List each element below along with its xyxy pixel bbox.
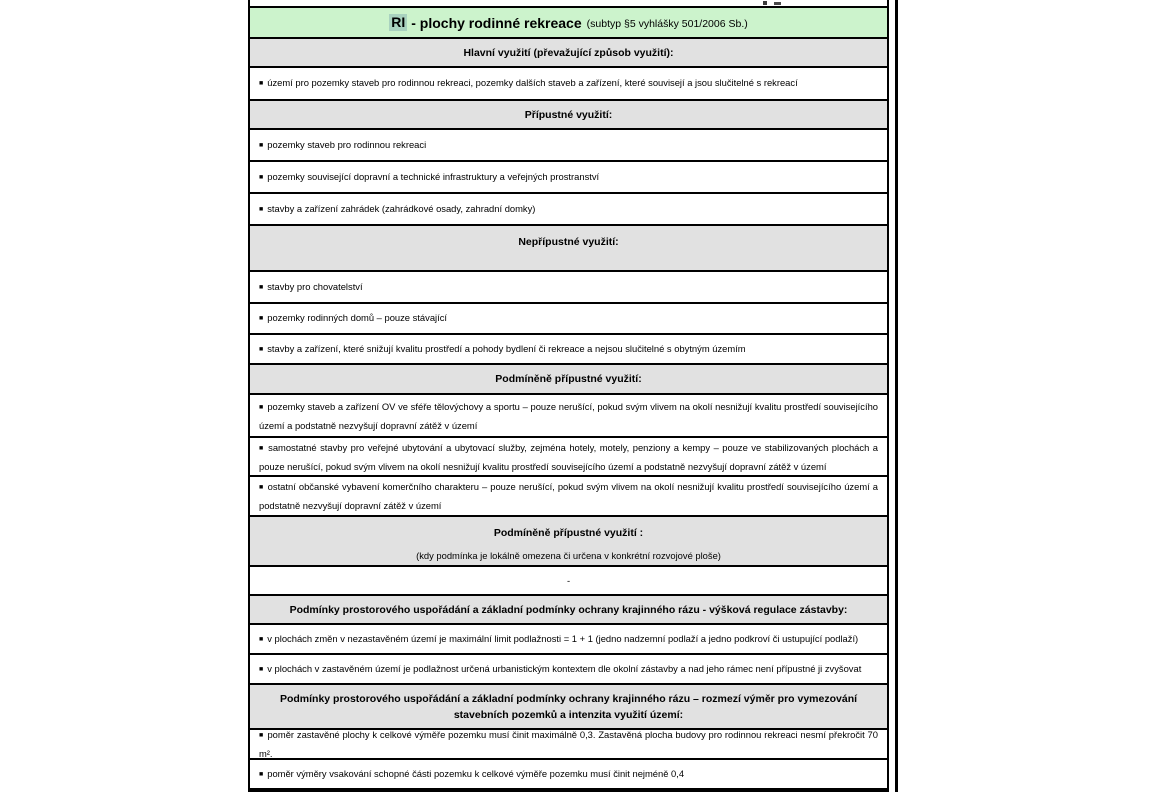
- bullet-item-text: ■ poměr zastavěné plochy k celkové výměře pozemku musí činit maximálně 0,3. Zastavěná plocha budovy pro rodinnou rekreaci nesmí překročit 70 m².: [259, 729, 878, 758]
- bullet-item-text: ■ pozemky související dopravní a technické infrastruktury a veřejných prostranství: [259, 170, 600, 182]
- bullet-square-icon: ■: [259, 770, 264, 778]
- bullet-item-text: ■ pozemky staveb a zařízení OV ve sféře tělovýchovy a sportu – pouze nerušící, pokud svým vlivem na okolí nesnižují kvalitu prostředí souvisejícího území a podstatně nezvyšují dopravní zátěž v území: [259, 400, 878, 431]
- bullet-square-icon: ■: [259, 345, 264, 353]
- bullet-square-icon: ■: [259, 403, 264, 411]
- bullet-square-icon: ■: [259, 444, 265, 452]
- section-header-text: Hlavní využití (převažující způsob využití):: [463, 46, 674, 59]
- bullet-item-row: [250, 333, 887, 363]
- value-text: -: [566, 575, 571, 586]
- bullet-item-row: [250, 623, 887, 653]
- section-header-text: Nepřípustné využití:: [518, 236, 619, 248]
- bullet-item-text: ■ stavby a zařízení, které snižují kvalitu prostředí a pohody bydlení či rekreace a nejsou slučitelné s obytným územím: [259, 342, 746, 354]
- bullet-item-row: [250, 160, 887, 192]
- section-header-text: Podmíněně přípustné využití :: [493, 527, 644, 539]
- section-header-subtext: (kdy podmínka je lokálně omezena či určena v konkrétní rozvojové ploše): [416, 550, 721, 561]
- rules-rows: [250, 37, 887, 788]
- bullet-square-icon: ■: [259, 484, 264, 491]
- zone-code-badge: RI: [391, 14, 406, 30]
- bullet-square-icon: ■: [259, 141, 264, 149]
- bullet-item-row: [250, 128, 887, 160]
- section-header-row: [250, 594, 887, 623]
- section-header-row: [250, 515, 887, 565]
- section-header-text: Podmíněně přípustné využití:: [495, 373, 642, 385]
- bullet-item-row: [250, 192, 887, 224]
- section-header-text: Podmínky prostorového uspořádání a základní podmínky ochrany krajinného rázu – rozmezí výměr pro vymezování stavebních pozemků a intenzita využití území:: [279, 692, 858, 721]
- section-header-text: Přípustné využití:: [524, 108, 613, 121]
- bullet-item-row: [250, 653, 887, 683]
- zone-title: - plochy rodinné rekreace: [411, 14, 582, 31]
- bullet-item-text: ■ v plochách změn v nezastavěném území je maximální limit podlažnosti = 1 + 1 (jedno nadzemní podlaží a jedno podkroví či ustupující podlaží): [259, 632, 859, 644]
- bullet-square-icon: ■: [259, 80, 264, 87]
- bullet-item-text: ■ ostatní občanské vybavení komerčního charakteru – pouze nerušící, pokud svým vlivem na okolí nesnižují kvalitu prostředí souvisejícího území a podstatně nezvyšují dopravní zátěž v území: [259, 481, 878, 511]
- bullet-square-icon: ■: [259, 732, 264, 739]
- value-row: [250, 565, 887, 594]
- bullet-item-text: ■ v plochách v zastavěném území je podlažnost určená urbanistickým kontextem dle okolní zástavby a nad jeho rámec není přípustné ji zvyšovat: [259, 662, 862, 674]
- bullet-square-icon: ■: [259, 315, 264, 322]
- table-title-row: [250, 6, 887, 37]
- bullet-square-icon: ■: [259, 205, 264, 213]
- bullet-item-row: [250, 758, 887, 788]
- bullet-item-text: ■ pozemky staveb pro rodinnou rekreaci: [259, 138, 427, 150]
- bullet-item-row: [250, 270, 887, 302]
- section-header-row: [250, 224, 887, 270]
- bullet-square-icon: ■: [259, 635, 264, 643]
- bullet-item-text: ■ poměr výměry vsakování schopné části pozemku k celkové výměře pozemku musí činit nejméně 0,4: [259, 767, 685, 779]
- zone-subtitle: (subtyp §5 vyhlášky 501/2006 Sb.): [586, 17, 748, 30]
- bullet-item-text: ■ stavby pro chovatelství: [259, 280, 363, 292]
- bullet-item-text: ■ stavby a zařízení zahrádek (zahrádkové osady, zahradní domky): [259, 202, 536, 214]
- bullet-item-row: [250, 66, 887, 99]
- bullet-square-icon: ■: [259, 173, 264, 181]
- section-header-row: [250, 99, 887, 128]
- bullet-item-text: ■ pozemky rodinných domů – pouze stávající: [259, 312, 448, 323]
- land-use-regulation-table: [248, 0, 889, 792]
- bullet-item-row: [250, 475, 887, 515]
- bullet-item-text: ■ samostatné stavby pro veřejné ubytování a ubytovací služby, zejména hotely, motely, penziony a kempy – pouze ve stabilizovaných plochách a pouze nerušící, pokud svým vlivem na okolí nesnižují kvalitu prostředí souvisejícího území a podstatně nezvyšují dopravní zátěž v území: [259, 441, 879, 472]
- section-header-row: [250, 683, 887, 728]
- outer-border-line: [895, 0, 898, 792]
- bullet-item-row: [250, 436, 887, 475]
- bullet-item-row: [250, 302, 887, 333]
- bullet-square-icon: ■: [259, 283, 264, 291]
- section-header-row: [250, 363, 887, 393]
- bullet-item-row: [250, 728, 887, 758]
- bullet-item-row: [250, 393, 887, 436]
- bullet-square-icon: ■: [259, 665, 264, 673]
- section-header-text: Podmínky prostorového uspořádání a základní podmínky ochrany krajinného rázu - výšková regulace zástavby:: [289, 603, 848, 616]
- bullet-item-text: ■ území pro pozemky staveb pro rodinnou rekreaci, pozemky dalších staveb a zařízení, které souvisejí a jsou slučitelné s rekreací: [259, 77, 798, 88]
- section-header-row: [250, 37, 887, 66]
